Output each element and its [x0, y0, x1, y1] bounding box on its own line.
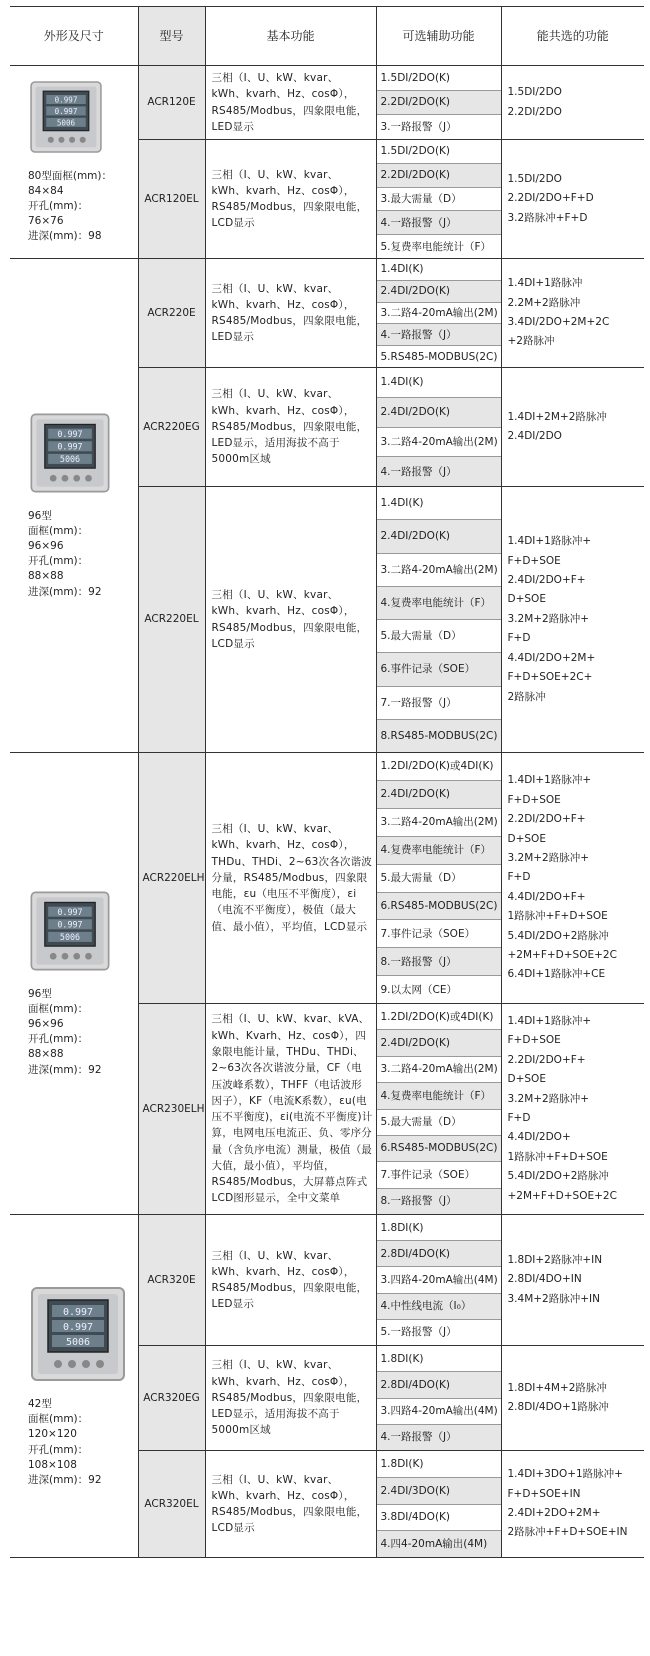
optional-function-item: 2.2DI/2DO(K) [377, 91, 501, 115]
spec-line: 84×84 [28, 184, 64, 197]
combo-function-line: 5.4DI/2DO+2路脉冲 [507, 929, 609, 942]
combo-functions [501, 368, 644, 487]
optional-function-item: 3.二路4-20mA输出(2M) [377, 809, 501, 837]
optional-function-list [377, 753, 501, 1003]
header-optional-function: 可选辅助功能 [376, 7, 501, 66]
optional-function-item: 4.四4-20mA输出(4M) [377, 1531, 501, 1557]
combo-function-line: 2.8DI/4DO+1路脉冲 [507, 1401, 609, 1414]
combo-function-line: 6.4DI+1路脉冲+CE [507, 968, 606, 981]
optional-function-item: 9.以太网（CE） [380, 983, 457, 996]
combo-function-line: 3.4DI/2DO+2M+2C [507, 316, 610, 329]
combo-function-line: F+D [507, 871, 531, 884]
optional-function-item: 1.5DI/2DO(K) [377, 140, 501, 164]
shape-dimensions-cell [10, 259, 138, 753]
optional-function-item: 3.二路4-20mA输出(2M) [377, 554, 501, 587]
optional-functions [376, 1215, 501, 1346]
table-wrapper [10, 6, 644, 1558]
spec-line: 进深(mm)：92 [28, 585, 102, 598]
optional-function-item: 4.复费率电能统计（F） [377, 1083, 501, 1109]
panel-meter-image [28, 79, 134, 160]
spec-line: 96型 [28, 509, 52, 522]
optional-function-item: 7.事件记录（SOE） [377, 920, 501, 948]
combo-functions [501, 140, 644, 259]
model-name: ACR220ELH [138, 753, 205, 1004]
optional-function-item: 1.8DI(K) [377, 1346, 501, 1372]
optional-function-item: 4.中性线电流（I₀） [377, 1294, 501, 1320]
optional-function-list [377, 368, 501, 486]
optional-functions [376, 1004, 501, 1215]
optional-function-item: 2.4DI/2DO(K) [377, 398, 501, 428]
svg-text:0.997: 0.997 [57, 919, 83, 930]
combo-functions [501, 753, 644, 1004]
optional-function-list [377, 1451, 501, 1557]
combo-function-line: 1路脉冲+F+D+SOE [507, 910, 608, 923]
optional-function-item: 1.5DI/2DO(K) [377, 67, 501, 91]
header-combo-function: 能共选的功能 [501, 7, 644, 66]
optional-function-item: 8.一路报警（J） [377, 948, 501, 976]
svg-text:0.997: 0.997 [54, 107, 78, 117]
optional-function-item: 1.8DI(K) [377, 1215, 501, 1241]
optional-function-item: 3.8DI/4DO(K) [377, 1505, 501, 1532]
svg-text:5006: 5006 [56, 118, 76, 128]
combo-function-line: 2.2DI/2DO+F+ [507, 813, 586, 826]
optional-function-item: 2.8DI/4DO(K) [377, 1241, 501, 1267]
combo-function-line: 1.4DI+1路脉冲+ [507, 1014, 592, 1027]
combo-function-line: F+D+SOE [507, 793, 561, 806]
optional-functions [376, 140, 501, 259]
basic-function: 三相（I、U、kW、kvar、kVA、kWh、Kvarh、Hz、cosΦ），四象限电能计量，THDu、THDi、2~63次各次谐波分量，CF（电压波峰系数），THFF（电话波形因子），KF（电流K系数），εu(电压不平衡度)，εi(电流不平衡度)计算，电网电压电流正、负、零序分量（含负序电流）测量，极值（最大值，最小值），平均值，RS485/Modbus，大屏幕点阵式LCD图形显示，全中文菜单 [205, 1004, 376, 1215]
product-selection-table [10, 6, 644, 1558]
optional-function-item: 4.一路报警（J） [377, 457, 501, 486]
combo-functions [501, 1451, 644, 1558]
combo-function-line: 3.2M+2路脉冲+ [507, 612, 590, 625]
combo-functions [501, 66, 644, 140]
spec-line: 108×108 [28, 1458, 77, 1471]
spec-line: 开孔(mm)： [28, 555, 89, 568]
combo-function-line: 2.8DI/4DO+IN [507, 1273, 582, 1286]
optional-function-item: 6.事件记录（SOE） [377, 653, 501, 686]
optional-functions [376, 259, 501, 368]
combo-function-line: 3.2M+2路脉冲+ [507, 851, 590, 864]
svg-text:5006: 5006 [65, 1336, 91, 1348]
model-name: ACR120E [138, 66, 205, 140]
table-header-row [10, 7, 644, 66]
combo-function-line: D+SOE [507, 593, 546, 606]
combo-function-line: +2路脉冲 [507, 335, 555, 348]
optional-function-item: 1.4DI(K) [377, 487, 501, 520]
shape-dimensions-cell [10, 753, 138, 1215]
combo-function-line: 4.4DI/2DO+F+ [507, 890, 586, 903]
header-model: 型号 [138, 7, 205, 66]
combo-function-line: 3.4M+2路脉冲+IN [507, 1292, 600, 1305]
basic-function: 三相（I、U、kW、kvar、kWh、kvarh、Hz、cosΦ），RS485/Modbus，四象限电能，LCD显示 [205, 1451, 376, 1558]
spec-line: 进深(mm)：92 [28, 1063, 102, 1076]
optional-function-list [377, 487, 501, 752]
optional-function-item: 4.复费率电能统计（F） [377, 587, 501, 620]
spec-line: 进深(mm)：92 [28, 1474, 102, 1487]
combo-function-line: 1.4DI+3DO+1路脉冲+ [507, 1468, 623, 1481]
optional-function-list [377, 140, 501, 258]
combo-function-line: F+D+SOE [507, 1034, 561, 1047]
optional-function-list [377, 259, 501, 367]
model-name: ACR320EG [138, 1346, 205, 1451]
shape-dimensions-cell [10, 66, 138, 259]
table-body [10, 66, 644, 1558]
model-row [10, 66, 644, 140]
model-name: ACR220EL [138, 487, 205, 753]
combo-function-line: 2路脉冲+F+D+SOE+IN [507, 1526, 628, 1539]
spec-line: 面框(mm)： [28, 1413, 89, 1426]
combo-function-line: 2路脉冲 [507, 690, 546, 703]
optional-function-item: 1.8DI(K) [377, 1451, 501, 1478]
optional-function-item: 2.2DI/2DO(K) [377, 164, 501, 188]
basic-function: 三相（I、U、kW、kvar、kWh、kvarh、Hz、cosΦ），RS485/Modbus，四象限电能，LED显示，适用海拔不高于5000m区域 [205, 368, 376, 487]
spec-line: 96型 [28, 987, 52, 1000]
optional-function-item: 3.四路4-20mA输出(4M) [377, 1267, 501, 1293]
optional-function-item: 3.一路报警（J） [380, 120, 457, 133]
spec-line: 96×96 [28, 539, 64, 552]
model-name: ACR120EL [138, 140, 205, 259]
combo-function-line: 2.2DI/2DO+F+D [507, 192, 594, 205]
header-basic-function: 基本功能 [205, 7, 376, 66]
combo-functions [501, 487, 644, 753]
combo-function-line: 1.8DI+4M+2路脉冲 [507, 1381, 607, 1394]
optional-function-item: 5.最大需量（D） [377, 620, 501, 653]
optional-function-item: 6.RS485-MODBUS(2C) [377, 893, 501, 921]
svg-text:0.997: 0.997 [57, 907, 83, 918]
optional-function-item: 1.2DI/2DO(K)或4DI(K) [377, 753, 501, 781]
combo-functions [501, 259, 644, 368]
combo-function-line: F+D [507, 1112, 531, 1125]
spec-line: 80型面框(mm)： [28, 169, 113, 182]
optional-function-item: 3.四路4-20mA输出(4M) [377, 1399, 501, 1425]
optional-function-item: 3.二路4-20mA输出(2M) [377, 428, 501, 458]
spec-line: 42型 [28, 1398, 52, 1411]
optional-function-item: 3.二路4-20mA输出(2M) [377, 1057, 501, 1083]
spec-line: 进深(mm)：98 [28, 230, 102, 243]
combo-function-line: 1.4DI+1路脉冲+ [507, 535, 592, 548]
combo-function-line: F+D+SOE+IN [507, 1487, 581, 1500]
optional-function-item: 5.最大需量（D） [377, 865, 501, 893]
optional-function-item: 6.RS485-MODBUS(2C) [377, 1136, 501, 1162]
model-name: ACR320E [138, 1215, 205, 1346]
combo-function-line: 2.2DI/2DO [507, 105, 562, 118]
svg-text:0.997: 0.997 [57, 441, 83, 452]
combo-functions [501, 1004, 644, 1215]
spec-line: 120×120 [28, 1428, 77, 1441]
optional-function-item: 5.复费率电能统计（F） [380, 240, 492, 253]
svg-text:5006: 5006 [59, 932, 81, 943]
combo-function-line: F+D+SOE [507, 554, 561, 567]
optional-function-item: 4.一路报警（J） [377, 324, 501, 346]
optional-function-item: 2.4DI/2DO(K) [377, 520, 501, 553]
combo-function-line: 1.4DI+1路脉冲 [507, 277, 583, 290]
model-name: ACR220E [138, 259, 205, 368]
basic-function: 三相（I、U、kW、kvar、kWh、kvarh、Hz、cosΦ），RS485/Modbus，四象限电能，LCD显示 [205, 140, 376, 259]
model-name: ACR220EG [138, 368, 205, 487]
combo-function-line: 4.4DI/2DO+ [507, 1131, 571, 1144]
basic-function: 三相（I、U、kW、kvar、kWh、kvarh、Hz、cosΦ），RS485/Modbus，四象限电能，LED显示，适用海拔不高于5000m区域 [205, 1346, 376, 1451]
svg-text:0.997: 0.997 [54, 95, 78, 105]
optional-function-item: 3.二路4-20mA输出(2M) [377, 303, 501, 325]
combo-functions [501, 1215, 644, 1346]
optional-function-list [377, 1346, 501, 1450]
optional-function-item: 7.事件记录（SOE） [377, 1162, 501, 1188]
model-row [10, 259, 644, 368]
optional-function-item: 4.一路报警（J） [377, 1425, 501, 1450]
svg-text:0.997: 0.997 [62, 1306, 94, 1318]
combo-function-line: 3.2路脉冲+F+D [507, 211, 588, 224]
combo-function-line: 4.4DI/2DO+2M+ [507, 651, 596, 664]
combo-function-line: 1.8DI+2路脉冲+IN [507, 1253, 603, 1266]
combo-function-line: 1.4DI+1路脉冲+ [507, 774, 592, 787]
basic-function: 三相（I、U、kW、kvar、kWh、kvarh、Hz、cosΦ），THDu、THDi、2~63次各次谐波分量，RS485/Modbus，四象限电能，εu（电压不平衡度），εi（电流不平衡度），极值（最大值、最小值），平均值，LCD显示 [205, 753, 376, 1004]
svg-text:0.997: 0.997 [57, 429, 83, 440]
combo-functions [501, 1346, 644, 1451]
spec-line: 开孔(mm)： [28, 1443, 89, 1456]
model-row [10, 1215, 644, 1346]
combo-function-line: 2.2M+2路脉冲 [507, 296, 581, 309]
optional-function-list [377, 1004, 501, 1214]
optional-function-item: 2.4DI/2DO(K) [377, 281, 501, 303]
spec-line: 开孔(mm)： [28, 200, 89, 213]
spec-line: 开孔(mm)： [28, 1033, 89, 1046]
basic-function: 三相（I、U、kW、kvar、kWh、kvarh、Hz、cosΦ），RS485/Modbus，四象限电能，LED显示 [205, 66, 376, 140]
optional-functions [376, 66, 501, 140]
combo-function-line: 3.2M+2路脉冲+ [507, 1092, 590, 1105]
svg-text:0.997: 0.997 [62, 1321, 94, 1333]
spec-line: 88×88 [28, 1048, 64, 1061]
spec-line: 面框(mm)： [28, 1002, 89, 1015]
spec-line: 96×96 [28, 1017, 64, 1030]
header-shape: 外形及尺寸 [10, 7, 138, 66]
combo-function-line: 1.5DI/2DO [507, 172, 562, 185]
optional-function-item: 5.一路报警（J） [380, 1326, 457, 1339]
panel-meter-image [28, 889, 134, 978]
optional-function-item: 8.RS485-MODBUS(2C) [377, 720, 501, 752]
basic-function: 三相（I、U、kW、kvar、kWh、kvarh、Hz、cosΦ），RS485/Modbus，四象限电能，LED显示 [205, 259, 376, 368]
optional-functions [376, 753, 501, 1004]
optional-function-item: 2.4DI/2DO(K) [377, 1030, 501, 1056]
optional-function-item: 3.最大需量（D） [377, 188, 501, 212]
optional-functions [376, 1346, 501, 1451]
optional-function-item: 2.4DI/3DO(K) [377, 1478, 501, 1505]
optional-function-item: 2.4DI/2DO(K) [377, 781, 501, 809]
combo-function-line: F+D+SOE+2C+ [507, 671, 593, 684]
optional-functions [376, 368, 501, 487]
optional-function-item: 4.复费率电能统计（F） [377, 837, 501, 865]
spec-line: 76×76 [28, 215, 64, 228]
optional-function-item: 7.一路报警（J） [377, 687, 501, 720]
combo-function-line: +2M+F+D+SOE+2C [507, 949, 617, 962]
optional-functions [376, 487, 501, 753]
panel-meter-image [28, 1284, 134, 1389]
combo-function-line: F+D [507, 632, 531, 645]
combo-function-line: 1.5DI/2DO [507, 86, 562, 99]
optional-function-item: 8.一路报警（J） [377, 1189, 501, 1214]
optional-function-item: 1.2DI/2DO(K)或4DI(K) [377, 1004, 501, 1030]
combo-function-line: +2M+F+D+SOE+2C [507, 1189, 617, 1202]
combo-function-line: 2.4DI/2DO [507, 430, 562, 443]
model-name: ACR230ELH [138, 1004, 205, 1215]
optional-function-item: 5.RS485-MODBUS(2C) [380, 350, 498, 363]
spec-line: 88×88 [28, 570, 64, 583]
svg-text:5006: 5006 [59, 454, 81, 465]
optional-function-item: 1.4DI(K) [377, 259, 501, 281]
optional-functions [376, 1451, 501, 1558]
spec-line: 面框(mm)： [28, 524, 89, 537]
panel-meter-image [28, 411, 134, 500]
basic-function: 三相（I、U、kW、kvar、kWh、kvarh、Hz、cosΦ），RS485/Modbus，四象限电能，LCD显示 [205, 487, 376, 753]
combo-function-line: 5.4DI/2DO+2路脉冲 [507, 1170, 609, 1183]
optional-function-list [377, 67, 501, 139]
optional-function-item: 1.4DI(K) [377, 368, 501, 398]
basic-function: 三相（I、U、kW、kvar、kWh、kvarh、Hz、cosΦ），RS485/Modbus，四象限电能，LED显示 [205, 1215, 376, 1346]
combo-function-line: 1路脉冲+F+D+SOE [507, 1150, 608, 1163]
optional-function-item: 4.一路报警（J） [377, 211, 501, 235]
combo-function-line: D+SOE [507, 1073, 546, 1086]
optional-function-item: 2.8DI/4DO(K) [377, 1372, 501, 1398]
shape-dimensions-cell [10, 1215, 138, 1558]
optional-function-list [377, 1215, 501, 1345]
combo-function-line: 1.4DI+2M+2路脉冲 [507, 410, 607, 423]
combo-function-line: 2.2DI/2DO+F+ [507, 1053, 586, 1066]
model-row [10, 753, 644, 1004]
combo-function-line: D+SOE [507, 832, 546, 845]
combo-function-line: 2.4DI+2DO+2M+ [507, 1507, 601, 1520]
combo-function-line: 2.4DI/2DO+F+ [507, 574, 586, 586]
model-name: ACR320EL [138, 1451, 205, 1558]
optional-function-item: 5.最大需量（D） [377, 1110, 501, 1136]
